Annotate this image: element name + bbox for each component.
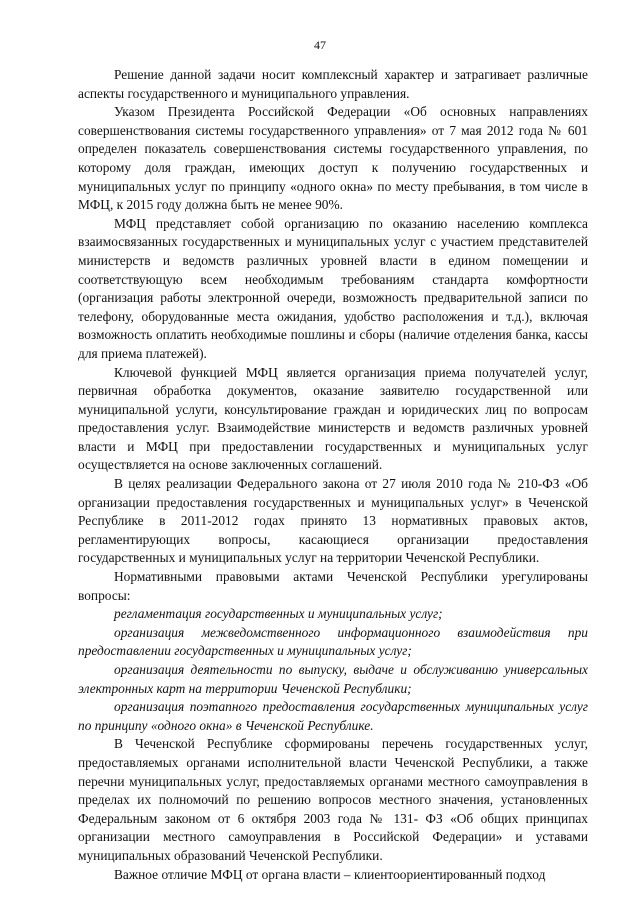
list-item-regulation: регламентация государственных и муниципальных услуг; — [114, 606, 443, 622]
paragraph-presidential-decree: Указом Президента Российской Федерации «Об основных направлениях совершенствования системы государственного управления» от 7 мая 2012 года № 601 определен показатель совершенствования системы государственного управления, по которому доля граждан, имеющих доступ к получению государственных и муниципальных услуг по принципу «одного окна» по месту пребывания, в том числе в МФЦ, к 2015 году должна быть не менее 90%. — [78, 104, 588, 213]
page-number: 47 — [314, 38, 326, 52]
list-item-interagency: организация межведомственного информационного взаимодействия при предоставлении государственных и муниципальных услуг; — [78, 624, 588, 659]
paragraph-service-lists: В Чеченской Республике сформированы перечень государственных услуг, предоставляемых органами исполнительной власти Чеченской Республики, а также перечни муниципальных услуг, предоставляемых органами местного самоуправления в пределах их полномочий по решению вопросов местного значения, установленных Федеральным законом от 6 октября 2003 года № 131- ФЗ «Об общих принципах организации местного самоуправления в Российской Федерации» и уставами муниципальных образований Чеченской Республики. — [78, 736, 588, 863]
paragraph-intro: Решение данной задачи носит комплексный характер и затрагивает различные аспекты государственного и муниципального управления. — [78, 67, 588, 101]
paragraph-mfc-definition: МФЦ представляет собой организацию по оказанию населению комплекса взаимосвязанных государственных и муниципальных услуг с участием представителей министерств и ведомств различных уровней власти в едином помещении и соответствующую всем необходимым требованиям стандарта комфортности (организация работы электронной очереди, возможность предварительной записи по телефону, оборудованные места ожидания, удобство расположения и т.д.), включая возможность оплатить необходимые пошлины и сборы (наличие отделения банка, кассы для приема платежей). — [78, 215, 588, 361]
paragraph-mfc-function: Ключевой функцией МФЦ является организация приема получателей услуг, первичная обработка документов, оказание заявителю государственной или муниципальной услуги, консультирование граждан и юридических лиц по вопросам предоставления услуг. Взаимодействие министерств и ведомств различных уровней власти и МФЦ при предоставлении государственных и муниципальных услуг осуществляется на основе заключенных соглашений. — [78, 364, 588, 473]
list-item-electronic-cards: организация деятельности по выпуску, выдаче и обслуживанию универсальных электронных карт на территории Чеченской Республики; — [78, 662, 588, 696]
paragraph-regulated-issues: Нормативными правовыми актами Чеченской Республики урегулированы вопросы: — [78, 569, 588, 603]
paragraph-client-oriented: Важное отличие МФЦ от органа власти – клиентоориентированный подход — [114, 866, 546, 882]
paragraph-federal-law: В целях реализации Федерального закона от 27 июля 2010 года № 210-ФЗ «Об организации предоставления государственных и муниципальных услуг» в Чеченской Республике в 2011-2012 годах принято 13 нормативных правовых актов, регламентирующих вопросы, касающиеся организации предоставления государственных и муниципальных услуг на территории Чеченской Республики. — [78, 476, 588, 566]
list-item-one-window: организация поэтапного предоставления государственных муниципальных услуг по принципу «одного окна» в Чеченской Республике. — [78, 699, 588, 733]
document-body — [78, 66, 588, 884]
